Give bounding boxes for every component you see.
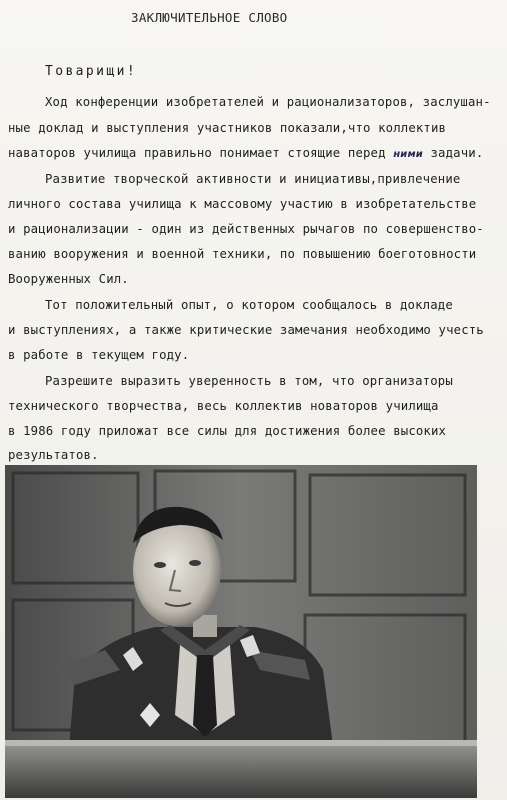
text-line: Ход конференции изобретателей и рационализаторов, заслушан- [45, 95, 491, 109]
text-line: и рационализации - один из действенных рычагов по совершенство- [8, 222, 484, 236]
text-line: Тот положительный опыт, о котором сообщалось в докладе [45, 298, 453, 312]
text-line: личного состава училища к массовому участию в изобретательстве [8, 197, 477, 211]
text-fragment: задачи. [430, 146, 484, 160]
greeting: Товарищи! [45, 64, 138, 79]
text-line: результатов. [8, 448, 99, 462]
handwritten-insert: ними [393, 149, 423, 160]
document-title: ЗАКЛЮЧИТЕЛЬНОЕ СЛОВО [131, 10, 288, 25]
speaker-photo-image [5, 465, 477, 798]
text-line: и выступлениях, а также критические замечания необходимо учесть [8, 323, 484, 337]
text-line: Развитие творческой активности и инициативы,привлечение [45, 172, 461, 186]
text-line: Разрешите выразить уверенность в том, что организаторы [45, 374, 453, 388]
text-line-with-insert [8, 146, 483, 160]
text-line: в 1986 году приложат все силы для достижения более высоких [8, 424, 447, 438]
text-line: в работе в текущем году. [8, 348, 190, 362]
text-line: ванию вооружения и военной техники, по повышению боеготовности [8, 247, 477, 261]
speaker-photo [5, 465, 477, 798]
text-line: ные доклад и выступления участников показали,что коллектив [8, 121, 447, 135]
text-fragment: наваторов училища правильно понимает стоящие перед [8, 146, 386, 160]
text-line: технического творчества, весь коллектив новаторов училища [8, 399, 439, 413]
text-line: Вооруженных Сил. [8, 272, 129, 286]
